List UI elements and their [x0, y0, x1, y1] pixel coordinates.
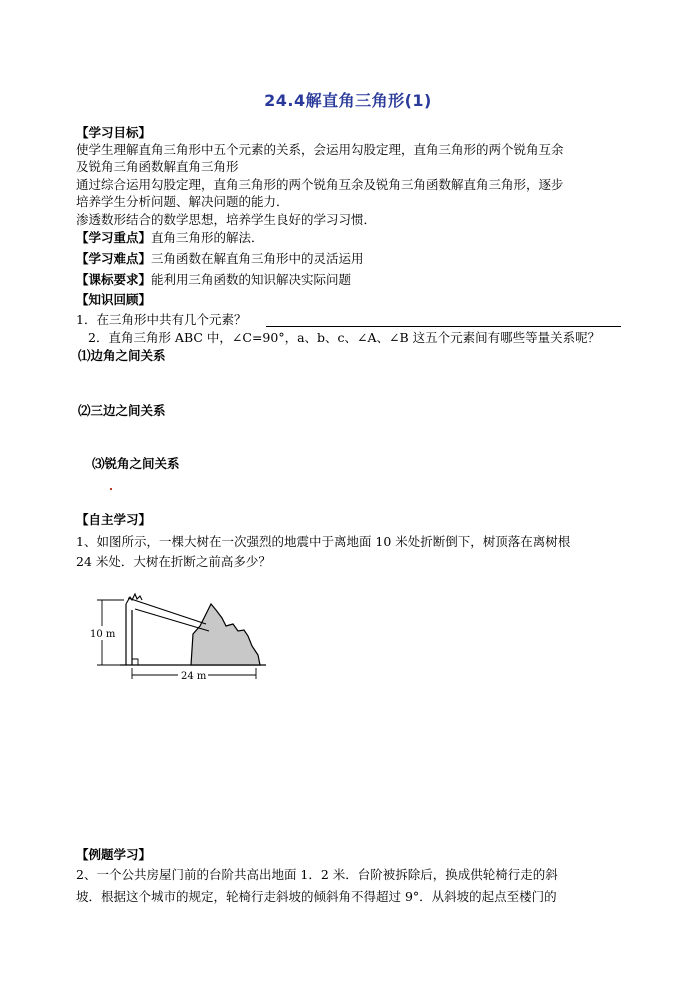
goals-heading: 【学习目标】: [76, 125, 152, 140]
standard-row: [76, 272, 351, 288]
goals-line-2: 及锐角三角函数解直角三角形: [76, 159, 239, 174]
standard-heading: 【课标要求】: [76, 272, 152, 287]
example-line-1: 2、一个公共房屋门前的台阶共高出地面 1．2 米．台阶被拆除后，换成供轮椅行走的斜: [76, 867, 558, 882]
difficulty-text: 三角函数在解直角三角形中的灵活运用: [151, 251, 364, 266]
goals-line-5: 渗透数形结合的数学思想，培养学生良好的学习习惯．: [76, 212, 377, 227]
self-study-line-1: 1、如图所示，一棵大树在一次强烈的地震中于离地面 10 米处折断倒下，树顶落在离树根: [76, 534, 571, 549]
rock-shape: [191, 604, 260, 665]
review-heading: 【知识回顾】: [76, 292, 152, 307]
difficulty-row: [76, 251, 364, 267]
base-label: 24 m: [181, 671, 207, 682]
example-line-2: 坡．根据这个城市的规定，轮椅行走斜坡的倾斜角不得超过 9°．从斜坡的起点至楼门的: [76, 889, 557, 904]
goals-line-3: 通过综合运用勾股定理，直角三角形的两个锐角互余及锐角三角函数解直角三角形，逐步: [76, 177, 564, 192]
right-angle-mark: [132, 659, 138, 665]
answer-blank-line: [266, 326, 621, 327]
review-sub-1: ⑴边角之间关系: [78, 348, 166, 363]
standard-text: 能利用三角函数的知识解决实际问题: [151, 272, 352, 287]
self-study-heading: 【自主学习】: [76, 512, 152, 527]
review-sub-2: ⑵三边之间关系: [78, 403, 166, 418]
review-q2: 2．直角三角形 ABC 中，∠C=90°，a、b、c、∠A、∠B 这五个元素间有哪些等量关系呢？: [88, 330, 601, 345]
review-q1: 1．在三角形中共有几个元素？: [76, 312, 247, 327]
difficulty-heading: 【学习难点】: [76, 251, 152, 266]
goals-line-4: 培养学生分析问题、解决问题的能力．: [76, 194, 289, 209]
key-point-row: [76, 230, 264, 246]
example-heading: 【例题学习】: [76, 847, 152, 862]
self-study-line-2: 24 米处．大树在折断之前高多少？: [76, 554, 271, 569]
key-point-heading: 【学习重点】: [76, 230, 152, 245]
page-title: 24.4解直角三角形(1): [264, 91, 432, 110]
tree-figure: [88, 586, 268, 686]
key-point-text: 直角三角形的解法．: [151, 230, 264, 245]
fallen-trunk-top-edge: [128, 598, 206, 624]
review-sub-3: ⑶锐角之间关系: [92, 456, 180, 471]
break-jagged-edge: [126, 594, 142, 604]
stray-mark: [110, 488, 112, 490]
height-label: 10 m: [90, 629, 116, 640]
goals-line-1: 使学生理解直角三角形中五个元素的关系，会运用勾股定理，直角三角形的两个锐角互余: [76, 142, 564, 157]
